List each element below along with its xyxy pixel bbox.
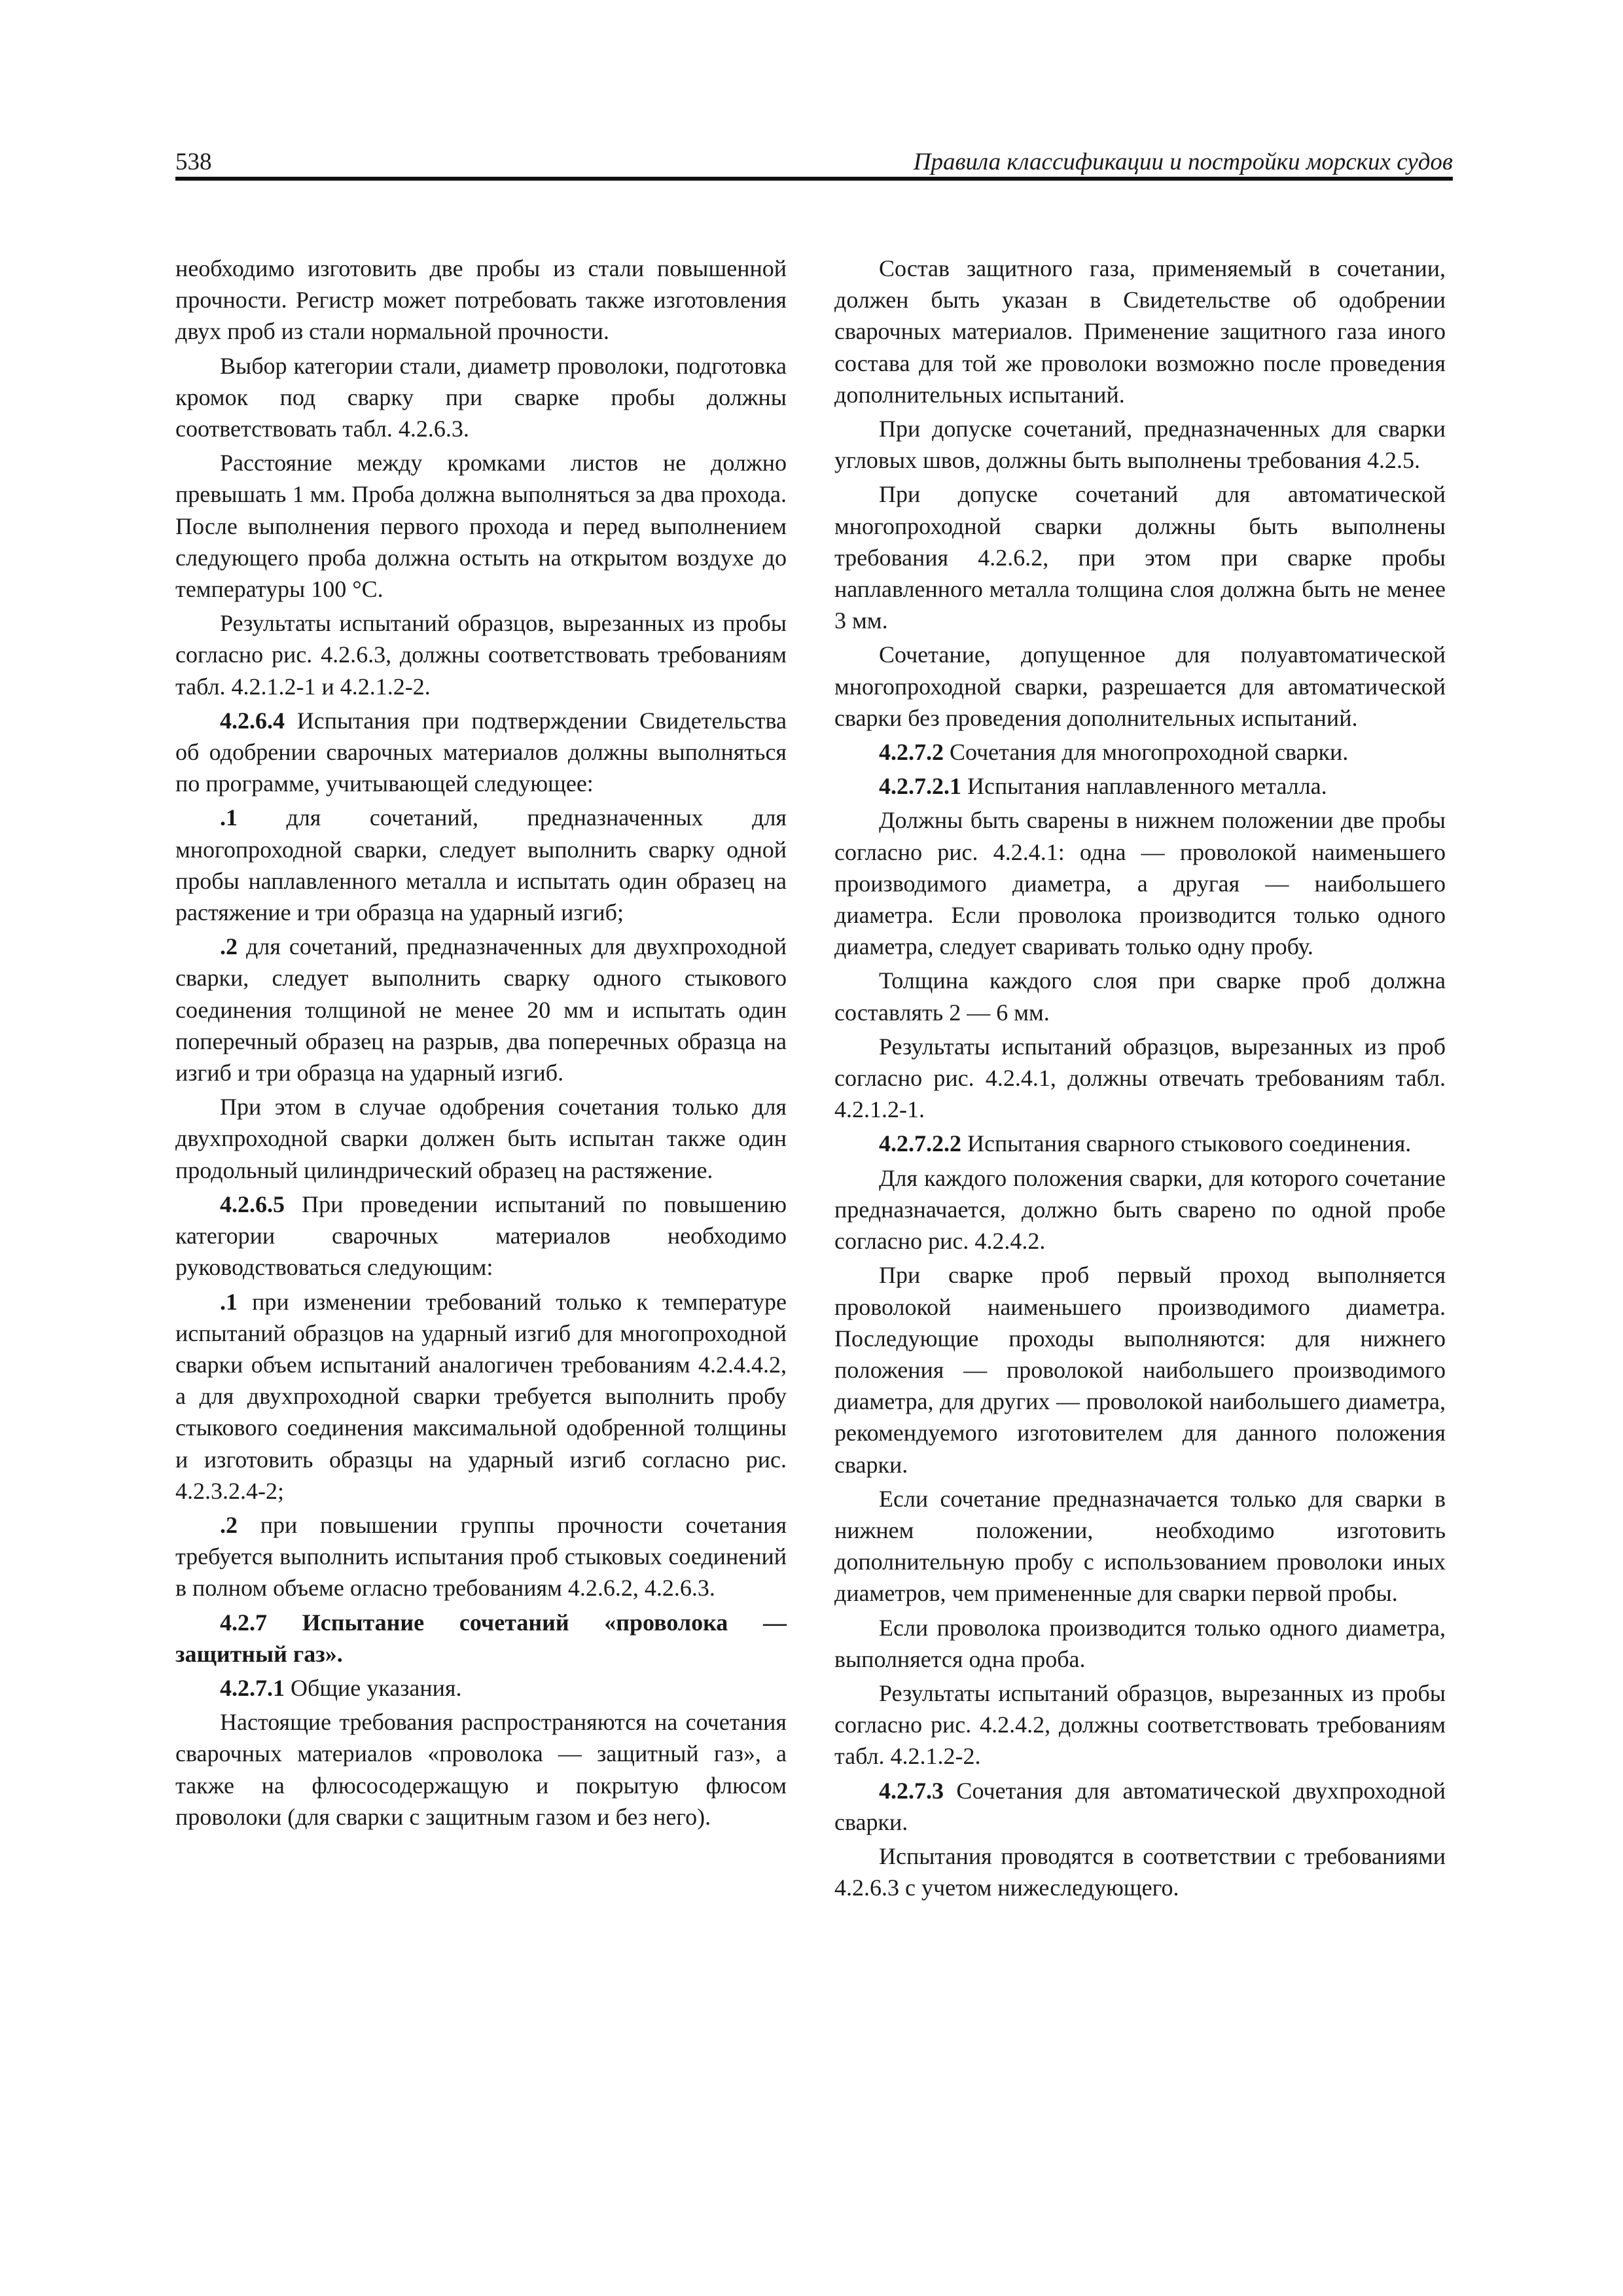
paragraph-text: необходимо изготовить две пробы из стали повышенной прочности. Регистр может потребовать также изготовления двух проб из стали нормальной прочности. (175, 255, 787, 345)
numbered-paragraph (175, 931, 787, 1088)
paragraph: При этом в случае одобрения сочетания только для двухпроходной сварки должен быть испытан также один продольный цилиндрический образец на растяжение. (175, 1094, 787, 1183)
numbered-paragraph (834, 1128, 1446, 1159)
clause-number: .1 (220, 1288, 238, 1315)
paragraph: При сварке проб первый проход выполняется проволокой наименьшего производимого диаметра. Последующие проходы выполняются: для нижнего положения — проволокой наибольшего производимого диаметра, для других — проволокой наибольшего диаметра, рекомендуемого изготовителем для данного положения сварки. (834, 1262, 1446, 1478)
clause-number: 4.2.6.4 (220, 707, 285, 734)
clause-number: 4.2.7.3 (879, 1777, 944, 1804)
paragraph: Должны быть сварены в нижнем положении две пробы согласно рис. 4.2.4.1: одна — проволокой наименьшего производимого диаметра, а другая — наибольшего диаметра. Если проволока производится только одного диаметра, следует сваривать только одну пробу. (834, 807, 1446, 960)
paragraph-text: для сочетаний, предназначенных для двухпроходной сварки, следует выполнить сварку одного стыкового соединения толщиной не менее 20 мм и испытать один поперечный образец на разрыв, два поперечных образца на изгиб и три образца на ударный изгиб. (175, 933, 787, 1086)
paragraph: Состав защитного газа, применяемый в сочетании, должен быть указан в Свидетельстве об одобрении сварочных материалов. Применение защитного газа иного состава для той же проволоки возможно после проведения дополнительных испытаний. (834, 255, 1446, 408)
paragraph-continued (175, 253, 787, 348)
paragraph: Испытания проводятся в соответствии с требованиями 4.2.6.3 с учетом нижеследующего. (834, 1842, 1446, 1901)
clause-number: 4.2.7.1 (220, 1674, 285, 1701)
paragraph-text: Сочетания для многопроходной сварки. (944, 739, 1349, 766)
numbered-paragraph (175, 1286, 787, 1507)
paragraph: Расстояние между кромками листов не должно превышать 1 мм. Проба должна выполняться за два прохода. После выполнения первого прохода и перед выполнением следующего проба должна остыть на открытом воздухе до температуры 100 °С. (175, 450, 787, 603)
paragraph-text: Сочетания для автоматической двухпроходной сварки. (834, 1777, 1446, 1835)
running-title: Правила классификации и постройки морских судов (913, 149, 1453, 175)
numbered-paragraph (175, 705, 787, 800)
paragraph: При допуске сочетаний для автоматической многопроходной сварки должны быть выполнены требования 4.2.6.2, при этом при сварке пробы наплавленного металла толщина слоя должна быть не менее 3 мм. (834, 481, 1446, 634)
paragraph: Толщина каждого слоя при сварке проб должна составлять 2 — 6 мм. (834, 967, 1446, 1026)
paragraph: При допуске сочетаний, предназначенных для сварки угловых швов, должны быть выполнены требования 4.2.5. (834, 416, 1446, 474)
clause-number: .2 (220, 933, 238, 960)
numbered-paragraph (175, 802, 787, 928)
paragraph: Выбор категории стали, диаметр проволоки, подготовка кромок под сварку при сварке пробы должны соответствовать табл. 4.2.6.3. (175, 352, 787, 442)
paragraph: Для каждого положения сварки, для которого сочетание предназначается, должно быть сварено по одной пробе согласно рис. 4.2.4.2. (834, 1164, 1446, 1255)
paragraph: Результаты испытаний образцов, вырезанных из проб согласно рис. 4.2.4.1, должны отвечать требованиям табл. 4.2.1.2-1. (834, 1033, 1446, 1123)
paragraph-text: при повышении группы прочности сочетания требуется выполнить испытания проб стыковых соединений в полном объеме огласно требованиям 4.2.6.2, 4.2.6.3. (175, 1511, 787, 1602)
paragraph-text: При проведении испытаний по повышению категории сварочных материалов необходимо руководствоваться следующим: (175, 1191, 787, 1281)
paragraph-text: Испытания при подтверждении Свидетельства об одобрении сварочных материалов должны выполняться по программе, учитывающей следующее: (175, 707, 787, 797)
paragraph: Если сочетание предназначается только для сварки в нижнем положении, необходимо изготовить дополнительную пробу с использованием проволоки иных диаметров, чем примененные для сварки первой пробы. (834, 1485, 1446, 1607)
left-column (175, 253, 787, 1835)
numbered-paragraph (834, 1775, 1446, 1838)
clause-number: .1 (220, 804, 238, 831)
paragraph-text: для сочетаний, предназначенных для многопроходной сварки, следует выполнить сварку одной пробы наплавленного металла и испытать один образец на растяжение и три образца на ударный изгиб; (175, 804, 787, 926)
numbered-paragraph (175, 1509, 787, 1604)
clause-number: 4.2.7.2.2 (879, 1130, 961, 1157)
numbered-paragraph (175, 1672, 787, 1704)
paragraph-text: при изменении требований только к температуре испытаний образцов на ударный изгиб для многопроходной сварки объем испытаний аналогичен требованиям 4.2.4.4.2, а для двухпроходной сварки требуется выполнить пробу стыкового соединения максимальной одобренной толщины и изготовить образцы на ударный изгиб согласно рис. 4.2.3.2.4-2; (175, 1288, 787, 1504)
clause-number: 4.2.7.2 (879, 739, 944, 766)
paragraph-text: Испытания наплавленного металла. (961, 773, 1327, 800)
paragraph: Сочетание, допущенное для полуавтоматической многопроходной сварки, разрешается для автоматической сварки без проведения дополнительных испытаний. (834, 641, 1446, 731)
clause-number: .2 (220, 1511, 238, 1538)
right-column (834, 253, 1446, 1906)
clause-number: 4.2.7.2.1 (879, 773, 961, 800)
paragraph-text: Испытания сварного стыкового соединения. (961, 1130, 1412, 1157)
paragraph: Результаты испытаний образцов, вырезанных из пробы согласно рис. 4.2.6.3, должны соответствовать требованиям табл. 4.2.1.2-1 и 4.2.1.2-2. (175, 610, 787, 700)
section-heading: 4.2.7 Испытание сочетаний «проволока — защитный газ». (175, 1609, 787, 1667)
numbered-paragraph (175, 1189, 787, 1283)
numbered-paragraph (834, 770, 1446, 802)
paragraph: Настоящие требования распространяются на сочетания сварочных материалов «проволока — защитный газ», а также на флюсосодержащую и покрытую флюсом проволоки (для сварки с защитным газом и без него). (175, 1709, 787, 1830)
header-rule (175, 177, 1453, 181)
paragraph: Если проволока производится только одного диаметра, выполняется одна проба. (834, 1614, 1446, 1672)
paragraph-text: Общие указания. (285, 1674, 462, 1701)
numbered-paragraph (834, 736, 1446, 768)
paragraph: Результаты испытаний образцов, вырезанных из пробы согласно рис. 4.2.4.2, должны соответствовать требованиям табл. 4.2.1.2-2. (834, 1679, 1446, 1770)
page-number: 538 (175, 149, 212, 175)
clause-number: 4.2.6.5 (220, 1191, 285, 1217)
